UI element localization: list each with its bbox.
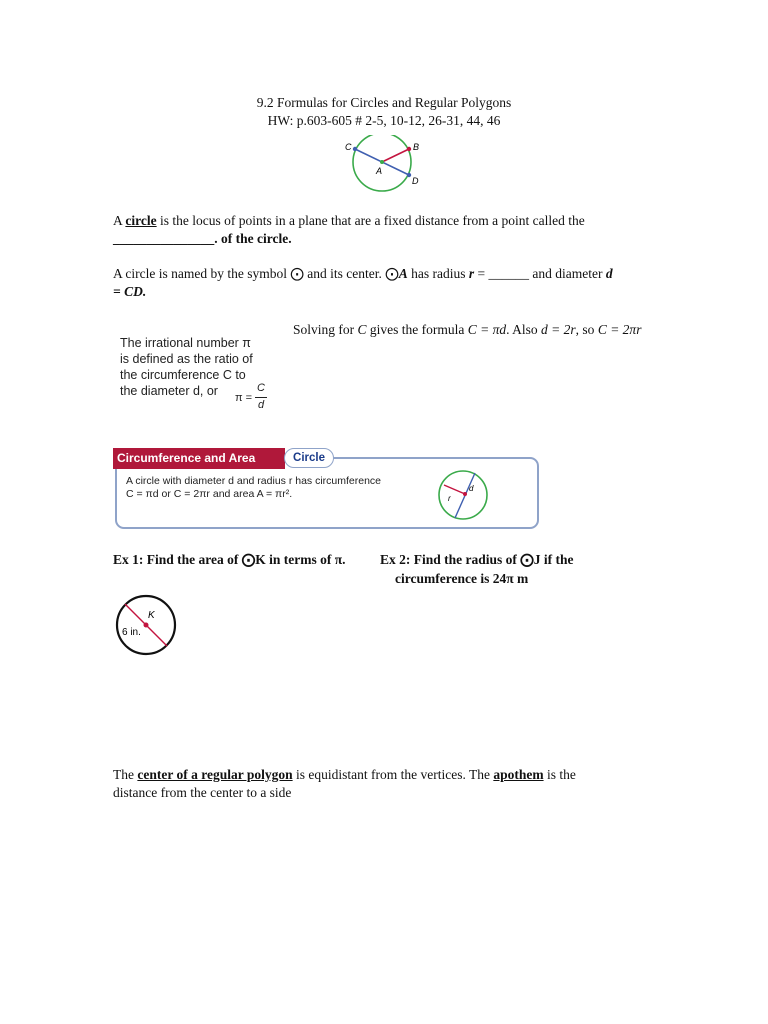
homework-line: HW: p.603-605 # 2-5, 10-12, 26-31, 44, 46 <box>267 113 501 128</box>
example-2-prompt-line2: circumference is 24π m <box>395 571 529 586</box>
example-2-prompt-line1: Ex 2: Find the radius of ⨀J if the <box>380 552 574 567</box>
point-a <box>380 160 384 164</box>
circumference-formula-line: Solving for C gives the formula C = πd. Also d = 2r, so C = 2πr <box>293 322 642 337</box>
pi-definition-box: The irrational number π is defined as the ratio of the circumference C to the diameter d, or <box>120 336 253 398</box>
blank-center: _______________ <box>113 231 215 246</box>
circle-k-center <box>144 623 149 628</box>
example-1-prompt: Ex 1: Find the area of ⨀K in terms of π. <box>113 552 346 567</box>
point-d <box>407 173 411 177</box>
callout-circle <box>439 471 487 519</box>
term-circle: circle <box>125 213 157 228</box>
callout-title: Circumference and Area <box>113 448 285 469</box>
term-apothem: apothem <box>493 767 544 782</box>
callout-center-point <box>463 492 467 496</box>
page-title: 9.2 Formulas for Circles and Regular Polygons <box>256 95 512 110</box>
circle-definition: A circle is the locus of points in a plane that are a fixed distance from a point called the _______________. of the circle. <box>113 213 585 246</box>
label-d: D <box>412 176 419 186</box>
callout-label-r: r <box>448 494 451 503</box>
callout-circle-diagram <box>436 468 492 524</box>
circle-k-label: K <box>148 610 155 621</box>
point-b <box>407 147 411 151</box>
label-b: B <box>413 142 420 152</box>
radius-line <box>382 149 409 162</box>
label-a: A <box>376 166 383 176</box>
circle-k-diagram <box>115 594 179 658</box>
term-center-regular-polygon: center of a regular polygon <box>137 767 293 782</box>
callout-radius-line <box>444 485 465 494</box>
point-c <box>353 147 357 151</box>
callout-label-d: d <box>469 484 474 493</box>
circle-naming-paragraph: A circle is named by the symbol ⨀ and its center. ⨀A has radius r = ______ and diameter d = CD. <box>113 266 613 299</box>
blank-radius: ______ <box>488 266 529 281</box>
regular-polygon-paragraph: The center of a regular polygon is equidistant from the vertices. The apothem is the distance from the center to a side <box>113 767 576 800</box>
circle-k-length-label: 6 in. <box>122 627 141 638</box>
circle-diagram-1 <box>338 135 438 197</box>
callout-tag-circle: Circle <box>284 448 334 468</box>
callout-text: A circle with diameter d and radius r has circumference C = πd or C = 2πr and area A = πr². <box>126 475 382 500</box>
label-c: C <box>345 142 352 152</box>
